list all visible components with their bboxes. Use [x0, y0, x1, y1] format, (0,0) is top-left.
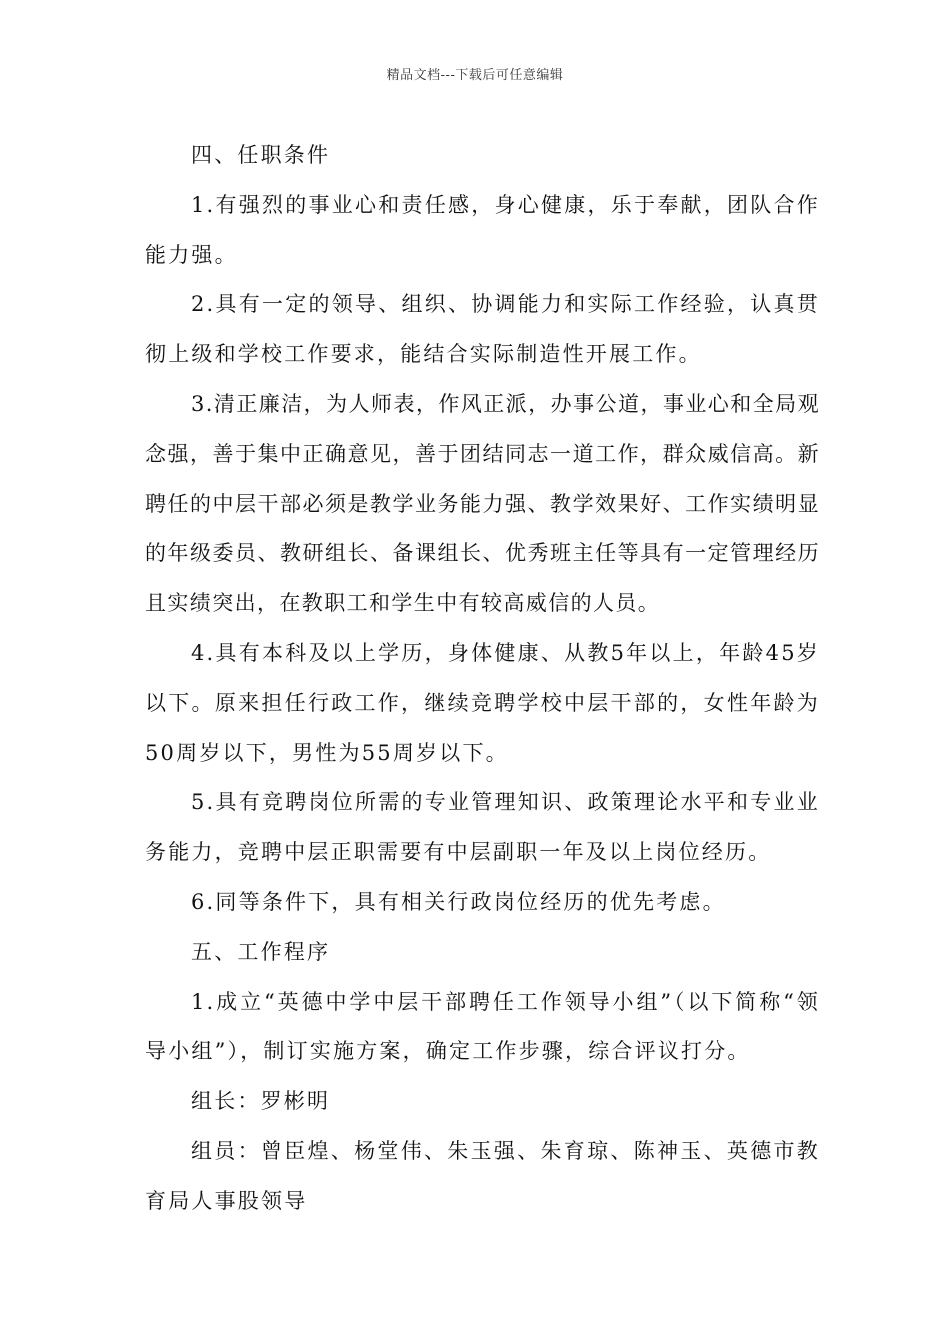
qualification-item-5: 5.具有竞聘岗位所需的专业管理知识、政策理论水平和专业业务能力，竞聘中层正职需要有中层副职一年及以上岗位经历。: [145, 790, 820, 865]
group-members: 组员：曾臣煌、杨堂伟、朱玉强、朱育琼、陈神玉、英德市教育局人事股领导: [145, 1138, 820, 1213]
section-heading-procedure: 五、工作程序: [191, 939, 331, 964]
qualification-item-6: 6.同等条件下，具有相关行政岗位经历的优先考虑。: [191, 889, 726, 914]
procedure-item-1: 1.成立“英德中学中层干部聘任工作领导小组”（以下简称“领导小组”），制订实施方案，确定工作步骤，综合评议打分。: [145, 989, 820, 1064]
qualification-item-4: 4.具有本科及以上学历，身体健康、从教5年以上，年龄45岁以下。原来担任行政工作，继续竞聘学校中层干部的，女性年龄为50周岁以下，男性为55周岁以下。: [145, 640, 820, 765]
document-body: [145, 131, 820, 1227]
qualification-item-3: 3.清正廉洁，为人师表，作风正派，办事公道，事业心和全局观念强，善于集中正确意见，善于团结同志一道工作，群众威信高。新聘任的中层干部必须是教学业务能力强、教学效果好、工作实绩明显的年级委员、教研组长、备课组长、优秀班主任等具有一定管理经历且实绩突出，在教职工和学生中有较高威信的人员。: [145, 391, 820, 616]
page-header: 精品文档---下载后可任意编辑: [386, 68, 564, 83]
qualification-item-2: 2.具有一定的领导、组织、协调能力和实际工作经验，认真贯彻上级和学校工作要求，能结合实际制造性开展工作。: [145, 292, 820, 367]
section-heading-qualifications: 四、任职条件: [191, 143, 331, 167]
qualification-item-1: 1.有强烈的事业心和责任感，身心健康，乐于奉献，团队合作能力强。: [145, 192, 820, 267]
group-leader: 组长：罗彬明: [191, 1089, 331, 1114]
